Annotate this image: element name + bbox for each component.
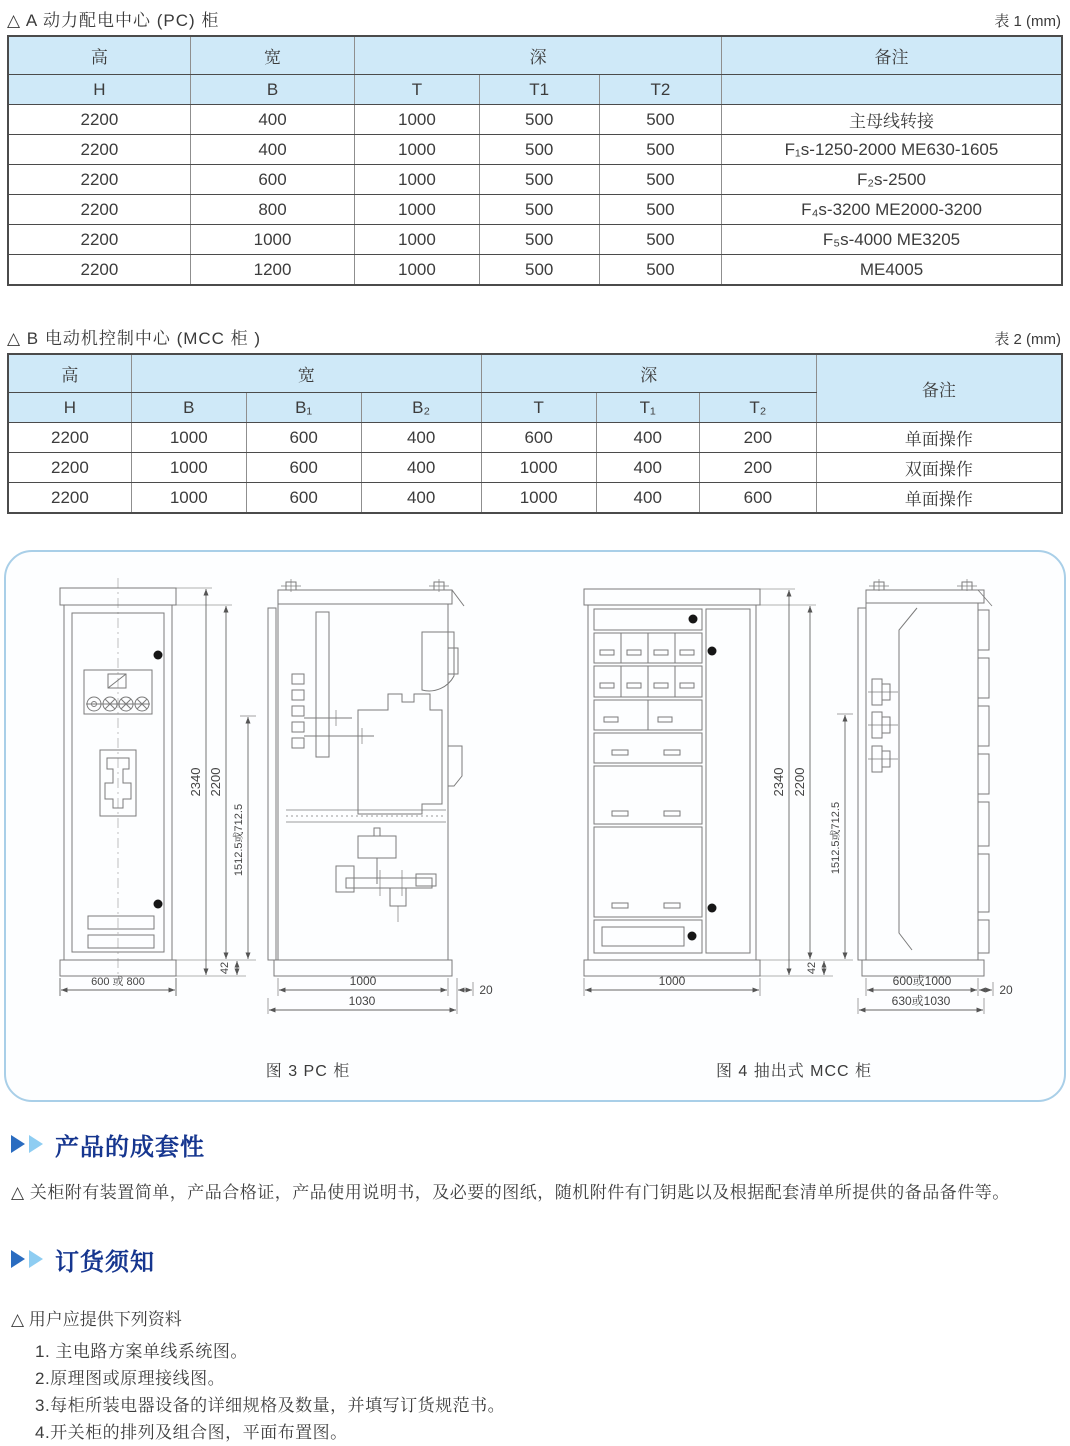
table1-cell: 500: [599, 105, 721, 135]
table2-cell: 600: [699, 483, 816, 514]
table2-cell: 2200: [8, 483, 131, 514]
table-row: [8, 483, 1062, 514]
table-row: [8, 135, 1062, 165]
pc-side-depth-label: 1000: [349, 974, 377, 988]
drawings-panel: [4, 550, 1066, 1102]
table1-title: △ A 动力配电中心 (PC) 柜: [7, 11, 220, 30]
table1-cell: 2200: [8, 105, 190, 135]
mcc-base-height-label: 42: [806, 961, 818, 975]
table2-subheader-b1: B₁: [246, 393, 361, 423]
table2-subheader-t2: T₂: [699, 393, 816, 423]
mcc-side-depth-total-label: 630或1030: [891, 994, 951, 1008]
table1-cell: 2200: [8, 195, 190, 225]
mcc-total-height-label: 2340: [771, 767, 786, 797]
table1-remark-cell: F₁s-1250-2000 ME630-1605: [722, 135, 1063, 165]
table2-subheader-h: H: [8, 393, 131, 423]
table-row: [8, 453, 1062, 483]
table1-cell: 1000: [355, 255, 479, 286]
table1-header-depth: 深: [355, 36, 722, 75]
arrow-right-icon: [29, 1135, 43, 1153]
table1-cell: 2200: [8, 135, 190, 165]
table1-cell: 400: [190, 105, 354, 135]
pc-side-depth-total-label: 1030: [348, 994, 376, 1008]
table-row: [8, 105, 1062, 135]
table-row: [8, 423, 1062, 453]
table1-cell: 800: [190, 195, 354, 225]
list-item: 4.开关柜的排列及组合图，平面布置图。: [35, 1423, 348, 1442]
pc-body-height-label: 2200: [208, 767, 223, 797]
table1-remark-cell: F₂s-2500: [722, 165, 1063, 195]
ordering-section-header: [11, 1243, 1063, 1275]
table2-cell: 400: [361, 483, 481, 514]
table-row: [8, 255, 1062, 286]
table2-cell: 1000: [131, 423, 246, 453]
table2-cell: 1000: [131, 483, 246, 514]
table1-subheader-b: B: [190, 75, 354, 105]
mcc-body-height-label: 2200: [792, 767, 807, 797]
arrow-right-icon: [11, 1250, 25, 1268]
pc-front-view: [60, 578, 176, 978]
table2-cell: 600: [246, 483, 361, 514]
table2-cell: 2200: [8, 453, 131, 483]
table1-subheader-t: T: [355, 75, 479, 105]
table1-cell: 500: [479, 105, 599, 135]
table2-cell: 2200: [8, 423, 131, 453]
table2-subheader-b2: B₂: [361, 393, 481, 423]
pc-dimension-table: [7, 35, 1063, 286]
table2-header-height: 高: [8, 354, 131, 393]
table1-subheader-remark-empty: [722, 75, 1063, 105]
ordering-intro: △ 用户应提供下列资料: [11, 1310, 182, 1329]
pc-door-thickness-label: 20: [479, 983, 493, 997]
table2-cell: 1000: [481, 483, 596, 514]
ordering-section-title: 订货须知: [55, 1248, 155, 1276]
completeness-section-title: 产品的成套性: [55, 1133, 205, 1161]
mcc-front-width-label: 1000: [658, 974, 686, 988]
table1-remark-cell: 主母线转接: [722, 105, 1063, 135]
table2-cell: 600: [246, 423, 361, 453]
table1-cell: 500: [599, 165, 721, 195]
arrow-right-icon: [29, 1250, 43, 1268]
mcc-side-depth-label: 600或1000: [892, 974, 952, 988]
list-item: 3.每柜所装电器设备的详细规格及数量，并填写订货规范书。: [35, 1396, 506, 1415]
pc-side-view: [268, 579, 464, 976]
table1-cell: 500: [599, 195, 721, 225]
table1-cell: 2200: [8, 225, 190, 255]
table1-tag: 表 1 (mm): [994, 13, 1061, 30]
table2-title: △ B 电动机控制中心 (MCC 柜 ): [7, 329, 262, 348]
table2-subheader-b: B: [131, 393, 246, 423]
table1-cell: 1000: [355, 105, 479, 135]
table2-subheader-t1: T₁: [596, 393, 699, 423]
mcc-side-view: [858, 579, 992, 976]
completeness-section-header: [11, 1128, 1063, 1160]
table1-remark-cell: F₅s-4000 ME3205: [722, 225, 1063, 255]
pc-total-height-label: 2340: [188, 767, 203, 797]
table2-cell: 400: [361, 453, 481, 483]
table1-cell: 2200: [8, 165, 190, 195]
mcc-front-view: [584, 589, 760, 976]
table2-remark-cell: 单面操作: [816, 483, 1062, 514]
table2-cell: 400: [596, 423, 699, 453]
table1-header-remark: 备注: [722, 36, 1063, 75]
table2-cell: 400: [361, 423, 481, 453]
table1-cell: 500: [479, 255, 599, 286]
table1-title-row: [7, 6, 1063, 31]
table1-remark-cell: ME4005: [722, 255, 1063, 286]
table1-subheader-t2: T2: [599, 75, 721, 105]
table1-cell: 1000: [355, 225, 479, 255]
table1-cell: 500: [479, 165, 599, 195]
table1-subheader-t1: T1: [479, 75, 599, 105]
arrow-right-icon: [11, 1135, 25, 1153]
table1-remark-cell: F₄s-3200 ME2000-3200: [722, 195, 1063, 225]
table2-cell: 1000: [481, 453, 596, 483]
list-item: 2.原理图或原理接线图。: [35, 1369, 226, 1388]
list-item: 1. 主电路方案单线系统图。: [35, 1342, 248, 1361]
table-row: [8, 195, 1062, 225]
table2-title-row: [7, 324, 1063, 349]
mcc-dimension-table: [7, 353, 1063, 514]
table2-remark-cell: 双面操作: [816, 453, 1062, 483]
table2-cell: 400: [596, 483, 699, 514]
figure4-caption: 图 4 抽出式 MCC 柜: [715, 1063, 873, 1080]
pc-base-height-label: 42: [219, 961, 231, 975]
mcc-cabinet-drawing: [572, 578, 1024, 1040]
table1-cell: 1000: [355, 165, 479, 195]
table1-cell: 600: [190, 165, 354, 195]
table1-cell: 500: [599, 225, 721, 255]
pc-cabinet-drawing: [40, 578, 500, 1040]
table2-cell: 600: [481, 423, 596, 453]
table2-cell: 200: [699, 423, 816, 453]
table1-cell: 1000: [190, 225, 354, 255]
table1-cell: 500: [599, 255, 721, 286]
table2-header-width: 宽: [131, 354, 481, 393]
ordering-list: [7, 1338, 1063, 1446]
table-row: [8, 225, 1062, 255]
table1-header-height: 高: [8, 36, 190, 75]
table1-cell: 1000: [355, 195, 479, 225]
table2-remark-cell: 单面操作: [816, 423, 1062, 453]
mcc-bus-height-label: 1512.5或712.5: [830, 801, 842, 875]
table1-header-width: 宽: [190, 36, 354, 75]
table1-cell: 2200: [8, 255, 190, 286]
table2-header-remark: 备注: [816, 354, 1062, 423]
pc-bus-height-label: 1512.5或712.5: [233, 803, 245, 877]
table-row: [8, 165, 1062, 195]
table2-subheader-t: T: [481, 393, 596, 423]
table2-header-depth: 深: [481, 354, 816, 393]
figure3-caption: 图 3 PC 柜: [265, 1063, 351, 1080]
table2-cell: 1000: [131, 453, 246, 483]
table2-cell: 400: [596, 453, 699, 483]
table1-cell: 500: [479, 135, 599, 165]
table2-cell: 200: [699, 453, 816, 483]
table1-cell: 1000: [355, 135, 479, 165]
table1-cell: 500: [479, 225, 599, 255]
table2-tag: 表 2 (mm): [994, 331, 1061, 348]
table1-cell: 400: [190, 135, 354, 165]
pc-front-width-label: 600 或 800: [91, 976, 145, 988]
table1-subheader-h: H: [8, 75, 190, 105]
table2-cell: 600: [246, 453, 361, 483]
table1-cell: 500: [599, 135, 721, 165]
mcc-door-thickness-label: 20: [999, 983, 1013, 997]
completeness-section-body: △ 关柜附有装置简单，产品合格证，产品使用说明书，及必要的图纸，随机附件有门钥匙以及根据配套清单所提供的备品备件等。: [11, 1183, 1010, 1202]
table1-cell: 1200: [190, 255, 354, 286]
table1-cell: 500: [479, 195, 599, 225]
